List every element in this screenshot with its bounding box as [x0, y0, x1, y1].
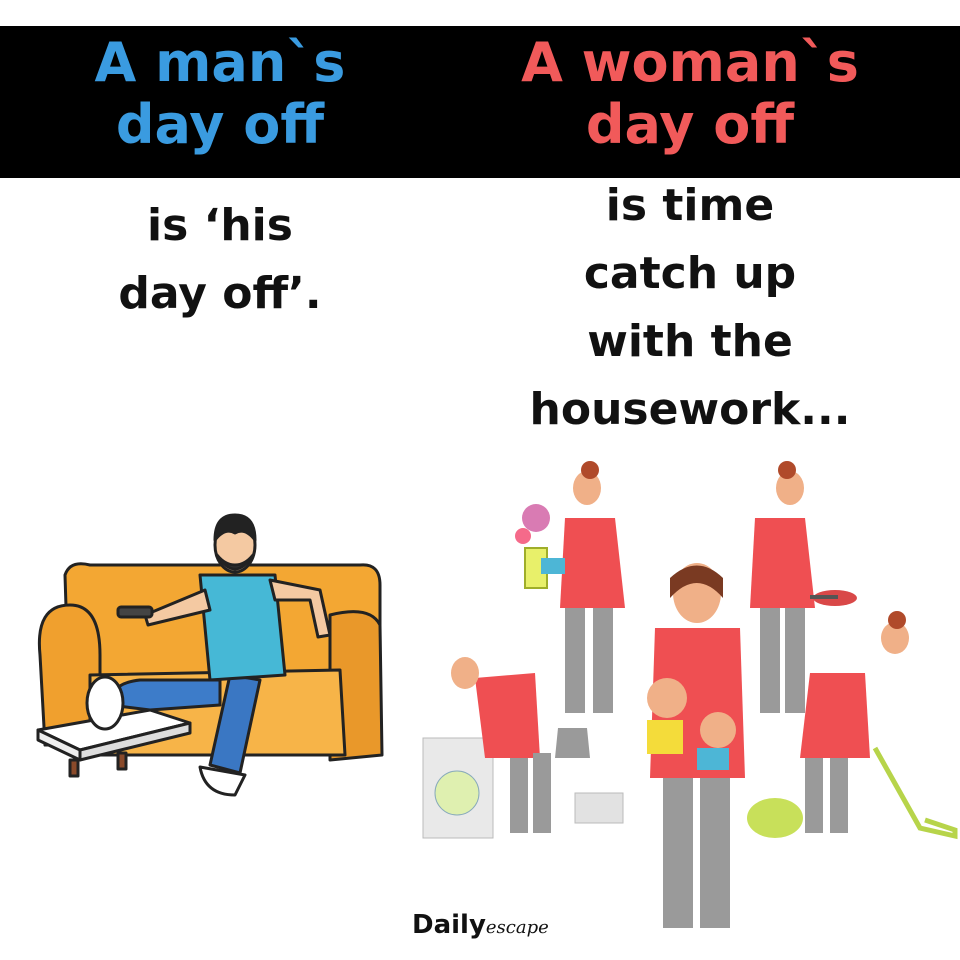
- man-on-sofa-illustration: [30, 505, 400, 805]
- woman-title-line1: A woman`s: [521, 31, 859, 94]
- tv-remote: [118, 607, 152, 617]
- woman-caption: [470, 172, 910, 444]
- man-left-leg: [110, 680, 220, 710]
- man-caption: [20, 192, 420, 328]
- brand-strong-text: Daily: [412, 910, 486, 940]
- stool-leg-left: [70, 760, 78, 776]
- woman-caption-line2: catch up: [583, 248, 797, 299]
- woman-housework-illustration: [415, 458, 960, 940]
- man-title-line2: day off: [115, 93, 325, 156]
- man-caption-line2: day off’.: [118, 268, 322, 319]
- stool-leg-right: [118, 753, 126, 769]
- woman-title: [480, 32, 900, 156]
- man-title: [20, 32, 420, 156]
- brand-script-text: escape: [485, 917, 549, 938]
- woman-caption-line1: is time: [605, 180, 775, 231]
- woman-caption-line4: housework...: [529, 384, 851, 435]
- woman-title-line2: day off: [585, 93, 795, 156]
- man-caption-line1: is ‘his: [147, 200, 293, 251]
- woman-caption-line3: with the: [587, 316, 793, 367]
- man-title-line1: A man`s: [94, 31, 346, 94]
- brand-logo: [412, 910, 549, 940]
- man-left-shoe: [87, 677, 123, 729]
- woman-with-children: [647, 563, 745, 928]
